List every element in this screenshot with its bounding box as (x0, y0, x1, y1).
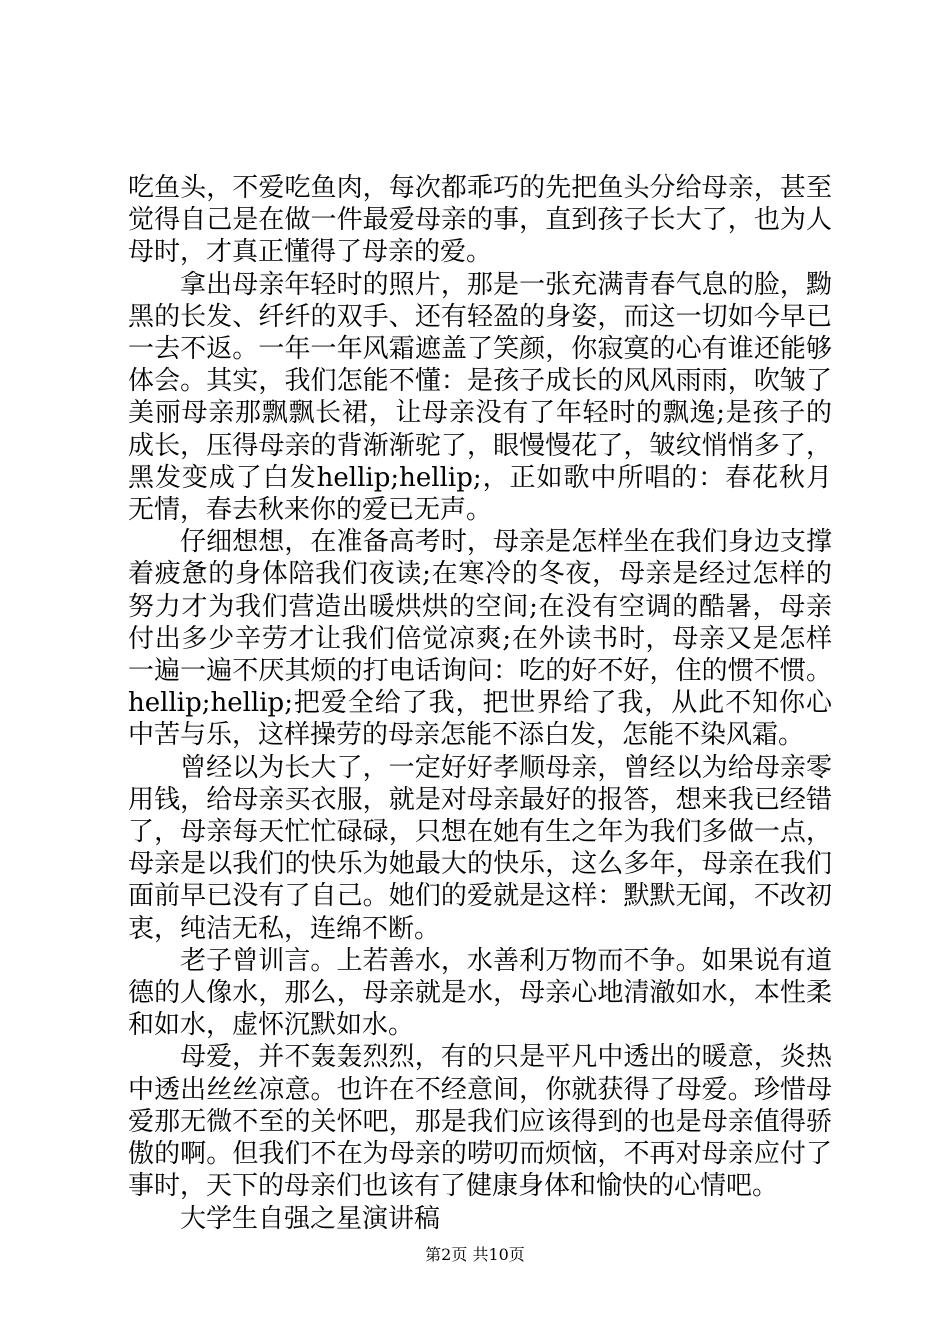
paragraph: 拿出母亲年轻时的照片，那是一张充满青春气息的脸，黝黑的长发、纤纤的双手、还有轻盈的身姿，而这一切如今早已一去不返。一年一年风霜遮盖了笑颜，你寂寞的心有谁还能够体会。其实，我们怎能不懂：是孩子成长的风风雨雨，吹皱了美丽母亲那飘飘长裙，让母亲没有了年轻时的飘逸;是孩子的成长，压得母亲的背渐渐驼了，眼慢慢花了，皱纹悄悄多了，黑发变成了白发hellip;hellip;，正如歌中所唱的：春花秋月无情，春去秋来你的爱已无声。 (128, 269, 832, 526)
paragraph: 母爱，并不轰轰烈烈，有的只是平凡中透出的暖意，炎热中透出丝丝凉意。也许在不经意间，你就获得了母爱。珍惜母爱那无微不至的关怀吧，那是我们应该得到的也是母亲值得骄傲的啊。但我们不在为母亲的唠叨而烦恼，不再对母亲应付了事时，天下的母亲们也该有了健康身体和愉快的心情吧。 (128, 1042, 832, 1202)
document-body (128, 172, 832, 1235)
paragraph: 老子曾训言。上若善水，水善利万物而不争。如果说有道德的人像水，那么，母亲就是水，母亲心地清澈如水，本性柔和如水，虚怀沉默如水。 (128, 945, 832, 1041)
paragraph: 曾经以为长大了，一定好好孝顺母亲，曾经以为给母亲零用钱，给母亲买衣服，就是对母亲最好的报答，想来我已经错了，母亲每天忙忙碌碌，只想在她有生之年为我们多做一点，母亲是以我们的快乐为她最大的快乐，这么多年，母亲在我们面前早已没有了自己。她们的爱就是这样：默默无闻，不改初衷，纯洁无私，连绵不断。 (128, 752, 832, 944)
paragraph: 吃鱼头，不爱吃鱼肉，每次都乖巧的先把鱼头分给母亲，甚至觉得自己是在做一件最爱母亲的事，直到孩子长大了，也为人母时，才真正懂得了母亲的爱。 (128, 173, 832, 268)
paragraph: 仔细想想，在准备高考时，母亲是怎样坐在我们身边支撑着疲惫的身体陪我们夜读;在寒冷的冬夜，母亲是经过怎样的努力才为我们营造出暖烘烘的空间;在没有空调的酷暑，母亲付出多少辛劳才让我们倍觉凉爽;在外读书时，母亲又是怎样一遍一遍不厌其烦的打电话询问：吃的好不好，住的惯不惯。hellip;hellip;把爱全给了我，把世界给了我，从此不知你心中苦与乐，这样操劳的母亲怎能不添白发，怎能不染风霜。 (128, 527, 832, 751)
page-number-footer: 第2页 共10页 (425, 1245, 525, 1264)
section-title: 大学生自强之星演讲稿 (180, 1203, 441, 1234)
